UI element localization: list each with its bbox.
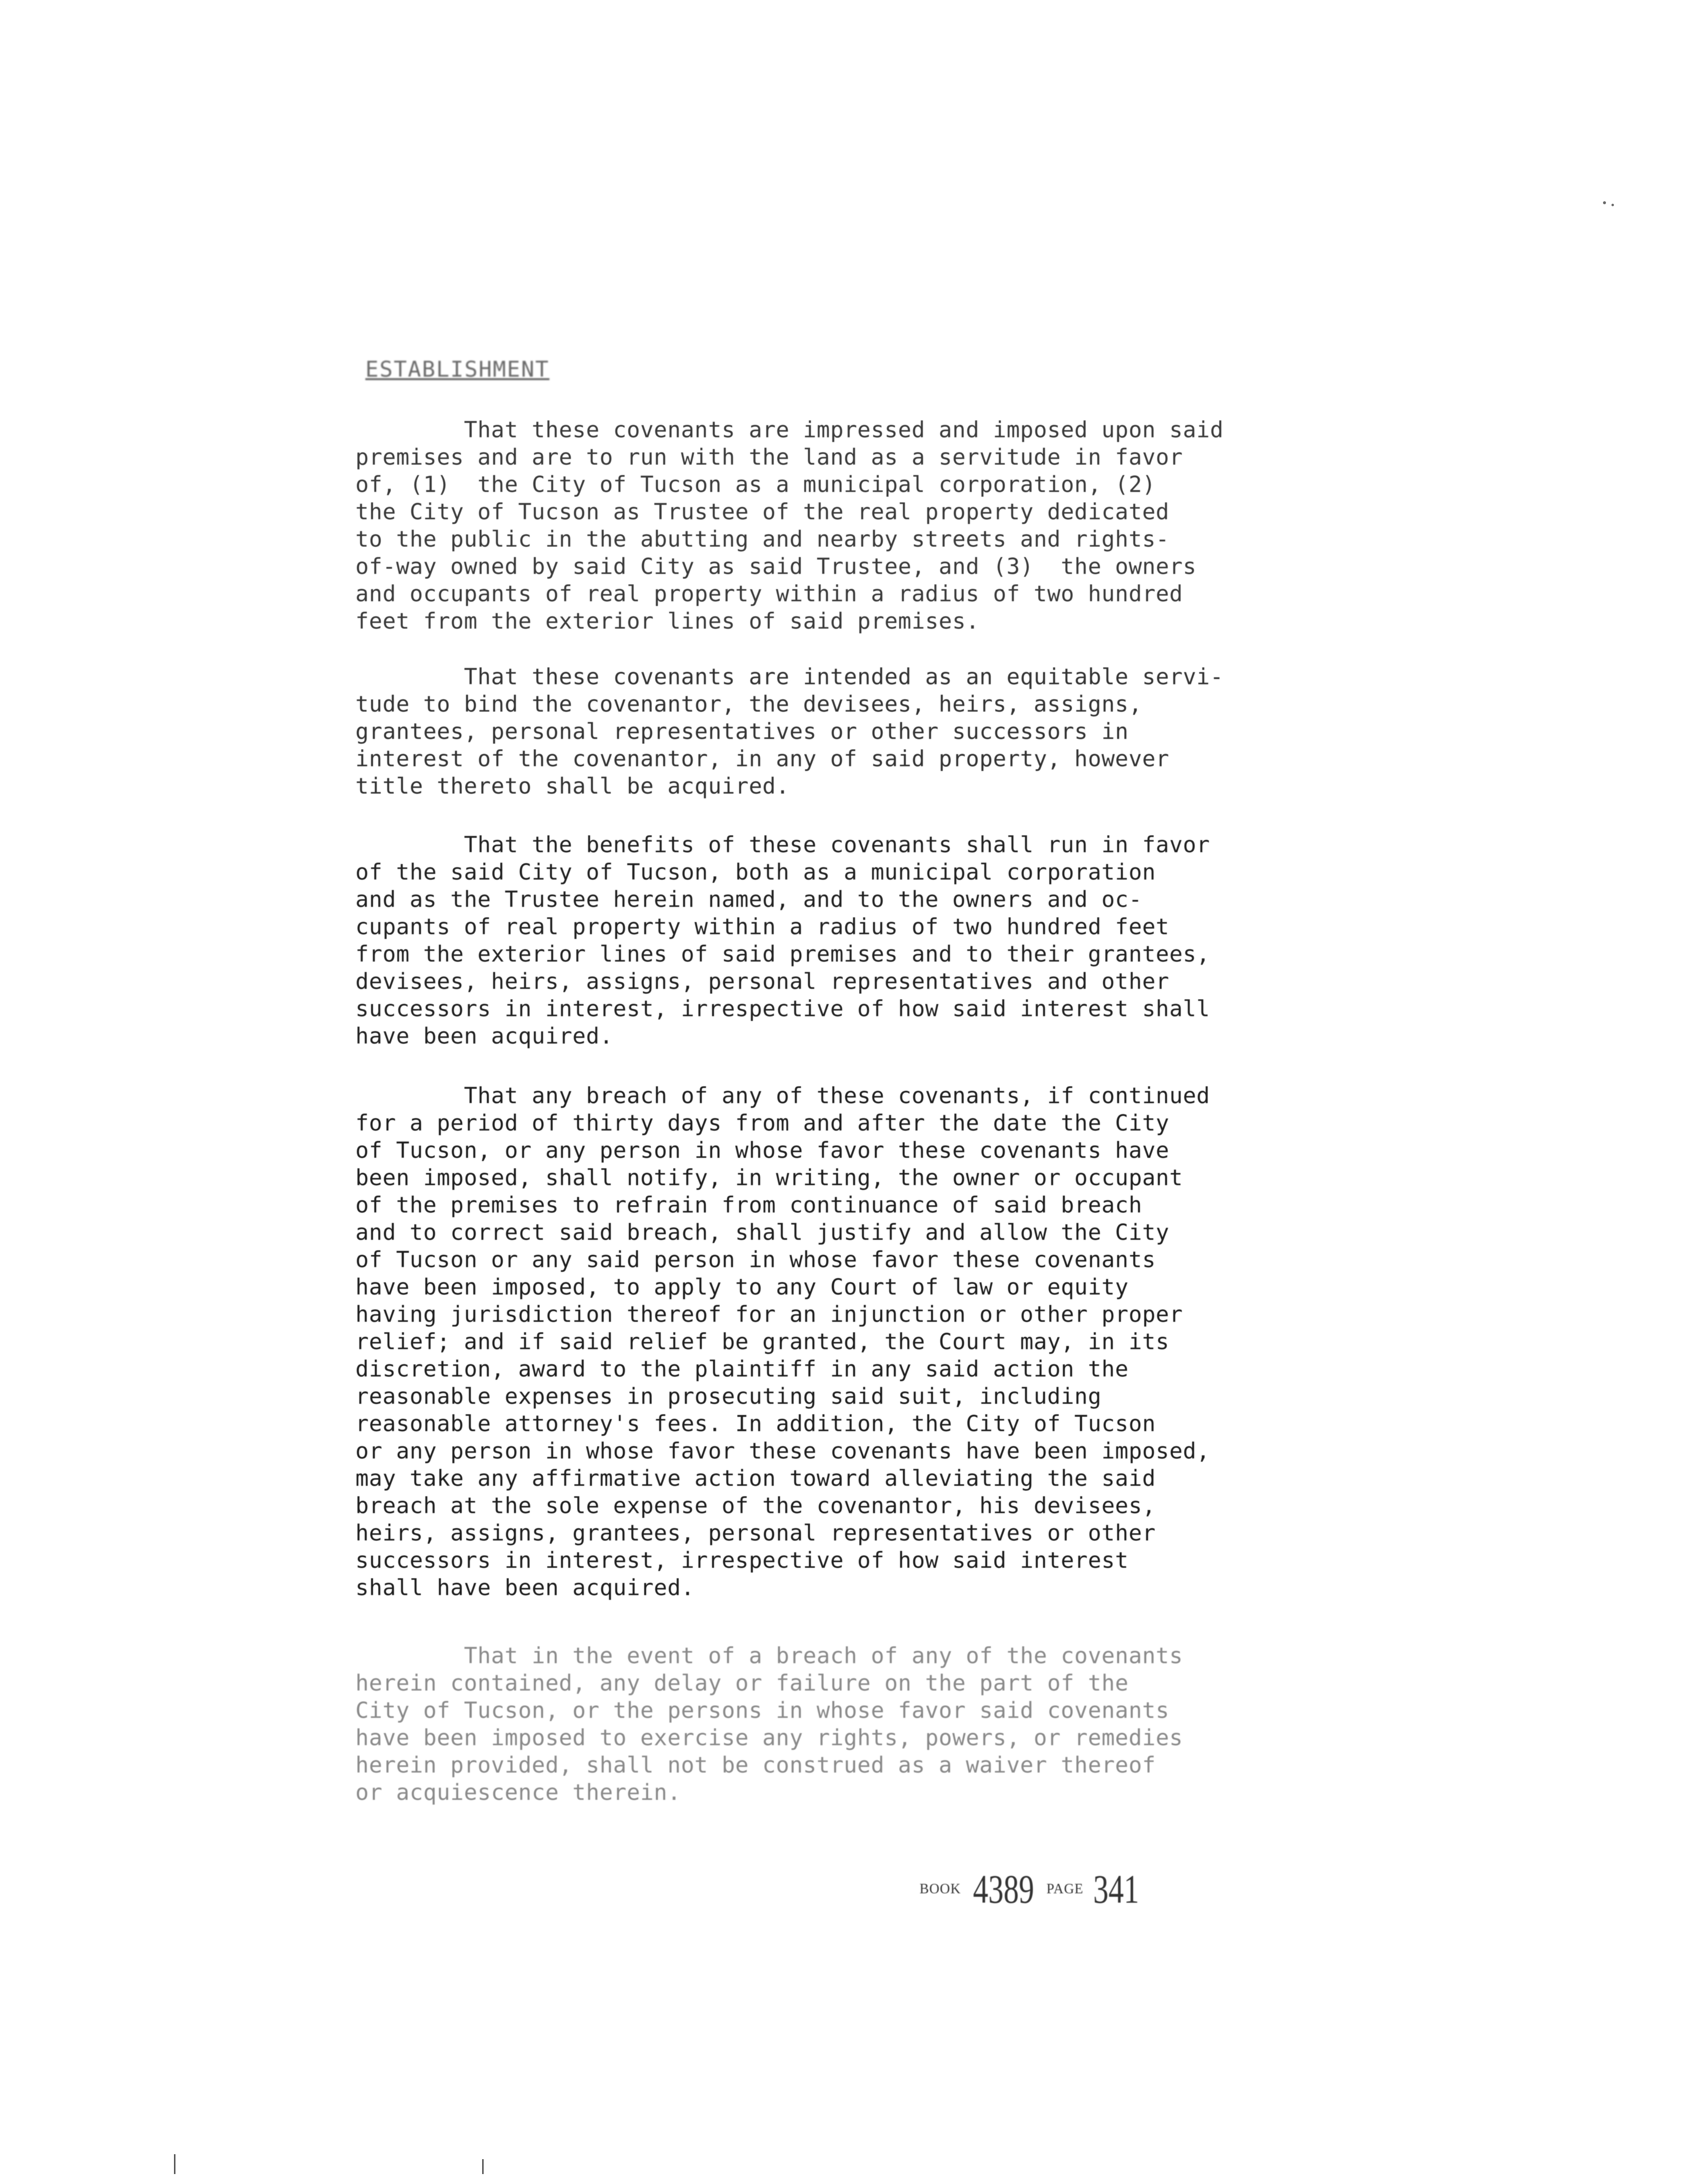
paragraph-waiver: That in the event of a breach of any of the covenants herein contained, any delay or failure on the part of the City of Tucson, or the persons in whose favor said covenants have been imposed to exercise any rights, powers, or remedies herein provided, shall not be construed as a waiver thereof or acquiescence therein. bbox=[355, 1643, 1183, 1805]
paragraph-breach: That any breach of any of these covenants, if continued for a period of thirty days from and after the date the City of Tucson, or any person in whose favor these covenants have been imposed, shall notify, in writing, the owner or occupant of the premises to refrain from continuance of said breach and to correct said breach, shall justify and allow the City of Tucson or any said person in whose favor these covenants have been imposed, to apply to any Court of law or equity having jurisdiction thereof for an injunction or other proper relief; and if said relief be granted, the Court may, in its discretion, award to the plaintiff in any said action the reasonable expenses in prosecuting said suit, including reasonable attorney's fees. In addition, the City of Tucson or any person in whose favor these covenants have been imposed, may take any affirmative action toward alleviating the said breach at the sole expense of the covenantor, his devisees, heirs, assigns, grantees, personal representatives or other successors in interest, irrespective of how said interest shall have been acquired. bbox=[355, 1083, 1210, 1601]
page-label: PAGE bbox=[1046, 1881, 1084, 1897]
book-label: BOOK bbox=[920, 1881, 961, 1897]
book-number: 4389 bbox=[973, 1866, 1034, 1912]
book-page-reference bbox=[920, 1866, 1147, 1913]
paragraph-benefits: That the benefits of these covenants shall run in favor of the said City of Tucson, both as a municipal corporation and as the Trustee herein named, and to the owners and oc- cupants of real property within a radius of two hundred feet from the exterior lines of said premises and to their grantees, devisees, heirs, assigns, personal representatives and other successors in interest, irrespective of how said interest shall have been acquired. bbox=[355, 832, 1210, 1049]
scan-speck bbox=[1611, 204, 1614, 206]
scan-speck bbox=[1603, 201, 1606, 204]
section-heading: ESTABLISHMENT bbox=[365, 357, 550, 382]
paragraph-equitable-servitude: That these covenants are intended as an equitable servi- tude to bind the covenantor, the devisees, heirs, assigns, grantees, personal representatives or other successors in interest of the covenantor, in any of said property, however title thereto shall be acquired. bbox=[355, 664, 1224, 799]
scan-mark bbox=[174, 2154, 175, 2174]
scan-mark bbox=[482, 2159, 484, 2174]
paragraph-servitude: That these covenants are impressed and imposed upon said premises and are to run with the land as a servitude in favor of, (1) the City of Tucson as a municipal corporation, (2) the City of Tucson as Trustee of the real property dedicated to the public in the abutting and nearby streets and rights- of-way owned by said City as said Trustee, and (3) the owners and occupants of real property within a radius of two hundred feet from the exterior lines of said premises. bbox=[355, 417, 1224, 634]
page-number: 341 bbox=[1093, 1866, 1139, 1912]
